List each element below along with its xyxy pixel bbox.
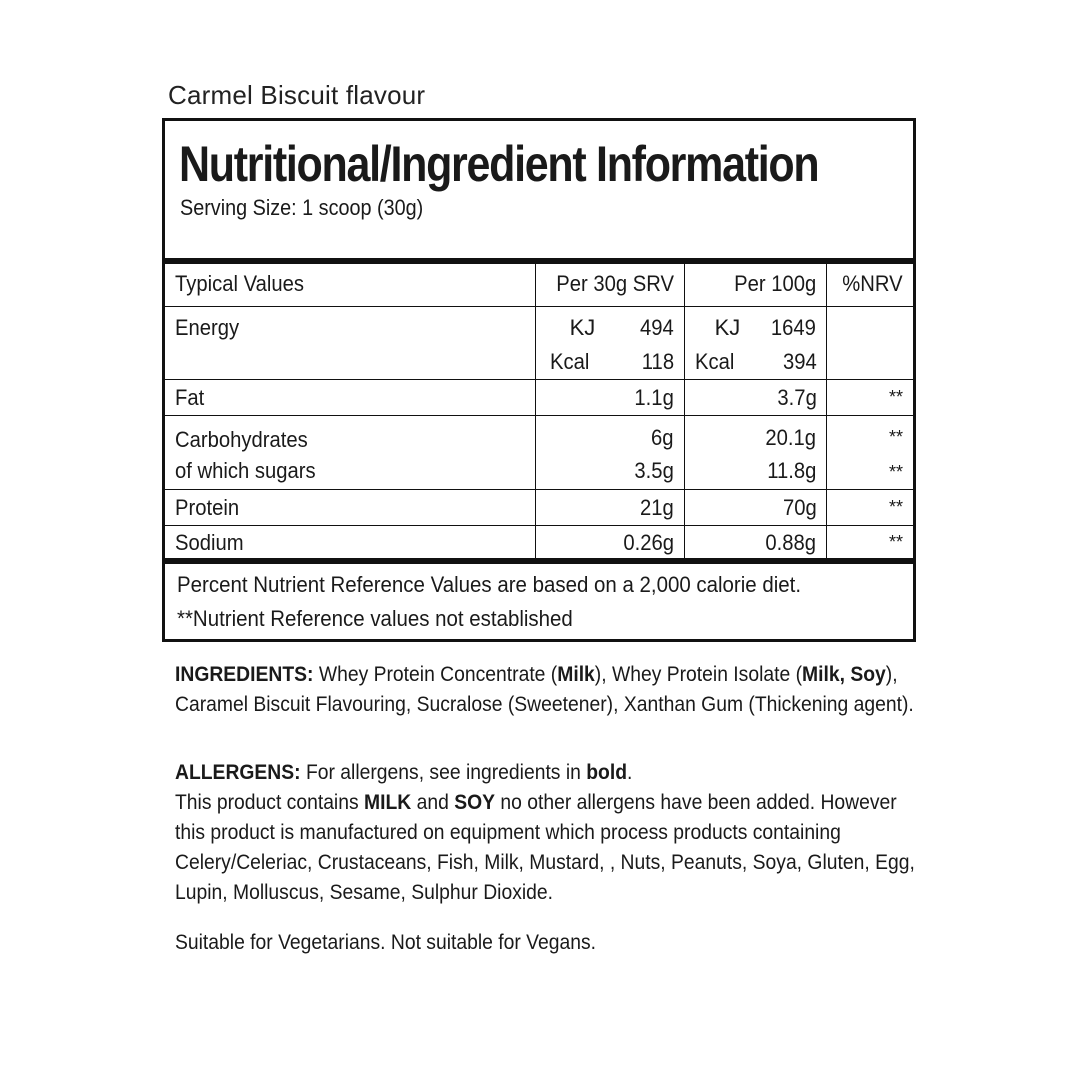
allergens-label: ALLERGENS: bbox=[175, 761, 301, 784]
sugars-label: of which sugars bbox=[175, 457, 316, 483]
table-row bbox=[165, 379, 913, 415]
footnote-nrv-basis: Percent Nutrient Reference Values are based on a 2,000 calorie diet. bbox=[177, 572, 802, 597]
allergens-text: and bbox=[411, 791, 455, 814]
serving-size: Serving Size: 1 scoop (30g) bbox=[180, 195, 424, 220]
nutrition-table bbox=[165, 264, 913, 561]
ingredients-label: INGREDIENTS: bbox=[175, 663, 314, 686]
carbs-per-100g: 20.1g bbox=[765, 424, 817, 450]
header-per-100g: Per 100g bbox=[734, 271, 817, 296]
allergens-bold-word: bold bbox=[586, 761, 628, 784]
sodium-per-100g: 0.88g bbox=[765, 529, 817, 555]
header-per-serving: Per 30g SRV bbox=[555, 271, 674, 296]
allergens-text: no other allergens have been added. However bbox=[495, 791, 897, 814]
sodium-nrv: ** bbox=[888, 531, 903, 552]
suitability-note: Suitable for Vegetarians. Not suitable for Vegans. bbox=[175, 931, 597, 954]
kj-unit: KJ bbox=[569, 314, 596, 340]
sugars-nrv: ** bbox=[888, 461, 903, 482]
allergens-line-3: this product is manufactured on equipment which process products containing bbox=[175, 821, 841, 844]
fat-label: Fat bbox=[175, 384, 205, 410]
table-header-row bbox=[165, 264, 913, 306]
kj-per-100g: 1649 bbox=[771, 314, 817, 340]
protein-per-serving: 21g bbox=[639, 494, 674, 520]
header-typical-values: Typical Values bbox=[175, 271, 305, 296]
ingredients-line-2: Caramel Biscuit Flavouring, Sucralose (Sweetener), Xanthan Gum (Thickening agent). bbox=[175, 693, 914, 716]
panel-title: Nutritional/Ingredient Information bbox=[179, 136, 819, 192]
protein-label: Protein bbox=[175, 494, 240, 520]
fat-nrv: ** bbox=[888, 386, 903, 407]
allergen-milk: MILK bbox=[364, 791, 412, 814]
ingredients-text: ), Whey Protein Isolate ( bbox=[594, 663, 803, 686]
allergen-soy: SOY bbox=[454, 791, 496, 814]
ingredients-text: ), bbox=[885, 663, 898, 686]
sodium-per-serving: 0.26g bbox=[622, 529, 674, 555]
table-row bbox=[165, 415, 913, 489]
allergens-text: For allergens, see ingredients in bbox=[300, 761, 587, 784]
fat-per-serving: 1.1g bbox=[634, 384, 674, 410]
sodium-label: Sodium bbox=[175, 529, 244, 555]
nutrition-panel bbox=[162, 118, 916, 642]
fat-per-100g: 3.7g bbox=[776, 384, 817, 410]
carbs-nrv: ** bbox=[888, 426, 903, 447]
kj-unit-100: KJ bbox=[714, 314, 741, 340]
protein-per-100g: 70g bbox=[782, 494, 817, 520]
allergens-line-5: Lupin, Molluscus, Sesame, Sulphur Dioxide. bbox=[175, 881, 554, 904]
header-nrv: %NRV bbox=[842, 271, 903, 296]
ingredients-allergen-milk: Milk bbox=[557, 663, 595, 686]
kcal-per-serving: 118 bbox=[641, 348, 674, 374]
allergens-block bbox=[175, 758, 915, 908]
panel-header bbox=[165, 121, 913, 258]
footnote-not-established: **Nutrient Reference values not established bbox=[177, 606, 573, 631]
carbs-label: Carbohydrates bbox=[175, 426, 308, 452]
sugars-per-100g: 11.8g bbox=[767, 457, 817, 483]
sugars-per-serving: 3.5g bbox=[634, 457, 674, 483]
allergens-line-4: Celery/Celeriac, Crustaceans, Fish, Milk, Mustard, , Nuts, Peanuts, Soya, Gluten, Egg, bbox=[175, 851, 915, 874]
ingredients-text: Whey Protein Concentrate ( bbox=[313, 663, 558, 686]
allergens-text: This product contains bbox=[175, 791, 365, 814]
energy-label: Energy bbox=[175, 314, 240, 340]
kcal-per-100g: 394 bbox=[782, 348, 817, 374]
carbs-per-serving: 6g bbox=[651, 424, 674, 450]
panel-footnotes bbox=[165, 564, 913, 639]
allergens-text: . bbox=[627, 761, 633, 784]
flavour-label: Carmel Biscuit flavour bbox=[168, 80, 426, 110]
kcal-unit: Kcal bbox=[549, 348, 589, 374]
protein-nrv: ** bbox=[888, 496, 903, 517]
ingredients-block bbox=[175, 660, 914, 720]
table-row bbox=[165, 525, 913, 561]
ingredients-allergen-milk-soy: Milk, Soy bbox=[802, 663, 886, 686]
table-row bbox=[165, 306, 913, 379]
table-row bbox=[165, 489, 913, 525]
kj-per-serving: 494 bbox=[639, 314, 674, 340]
kcal-unit-100: Kcal bbox=[694, 348, 734, 374]
